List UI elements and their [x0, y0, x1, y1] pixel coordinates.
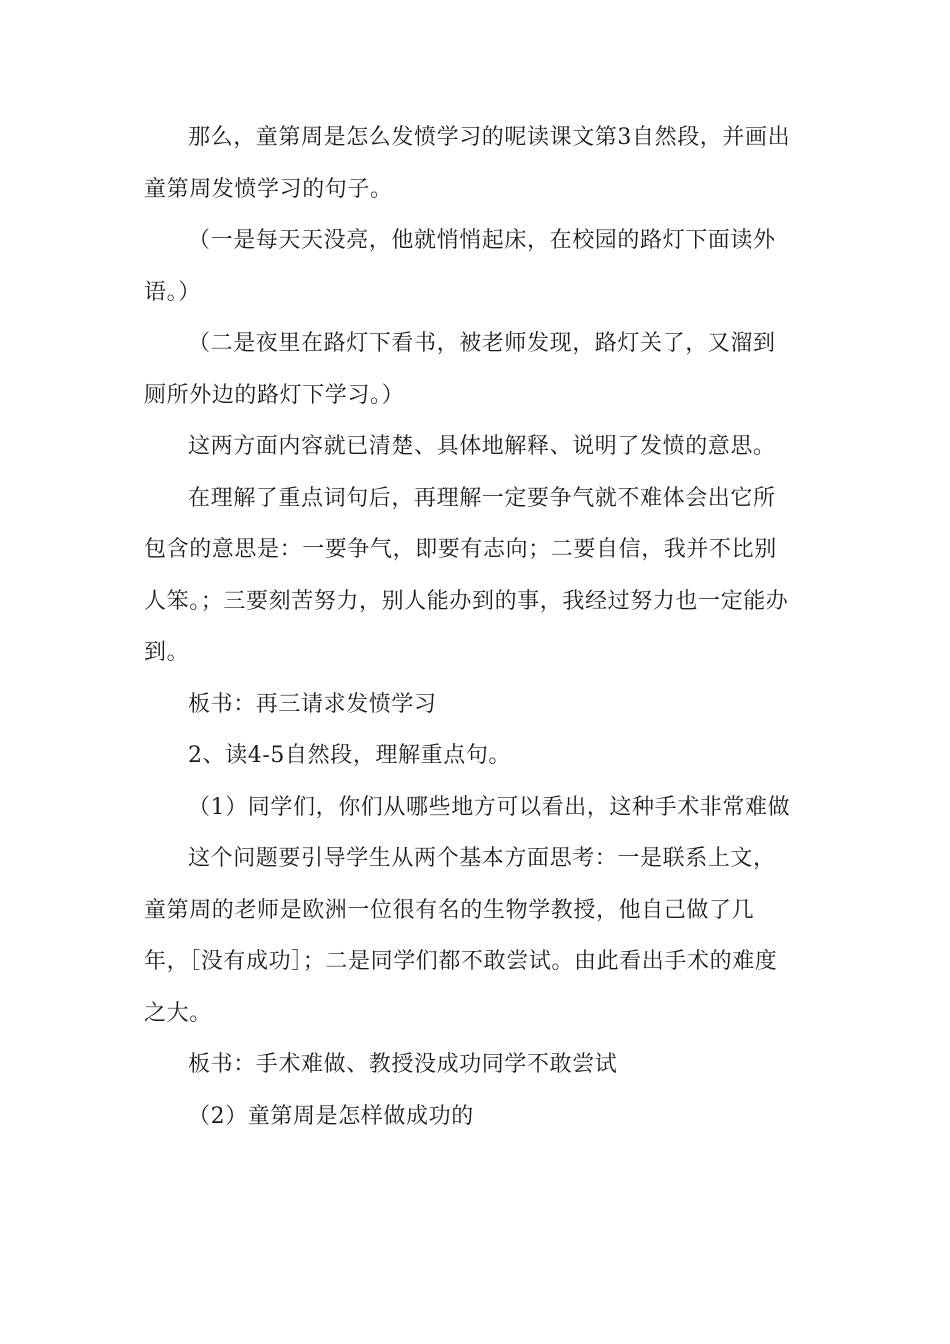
paragraph-guidance: 这个问题要引导学生从两个基本方面思考：一是联系上文，童第周的老师是欧洲一位很有名的生物学教授，他自己做了几年，［没有成功］；二是同学们都不敢尝试。由此看出手术的难度之大。: [144, 846, 778, 1026]
paragraph-question-1: （1）同学们，你们从哪些地方可以看出，这种手术非常难做: [188, 794, 791, 820]
paragraph-night-reading: （二是夜里在路灯下看书，被老师发现，路灯关了，又溜到厕所外边的路灯下学习。）: [144, 331, 776, 408]
paragraph-step-2: 2、读4-5自然段，理解重点句。: [188, 743, 512, 768]
paragraph-board-note-2: 板书：手术难做、教授没成功同学不敢尝试: [188, 1052, 618, 1077]
paragraph-study-question: 那么，童第周是怎么发愤学习的呢读课文第3自然段，并画出童第周发愤学习的句子。: [144, 125, 791, 202]
paragraph-explanation: 这两方面内容就已清楚、具体地解释、说明了发愤的意思。: [188, 434, 776, 459]
paragraph-morning-reading: （一是每天天没亮，他就悄悄起床，在校园的路灯下面读外语。）: [144, 228, 776, 305]
paragraph-board-note-1: 板书：再三请求发愤学习: [188, 691, 437, 717]
document-body: [144, 112, 794, 1142]
paragraph-question-2: （2）童第周是怎样做成功的: [188, 1103, 474, 1129]
paragraph-meaning: 在理解了重点词句后，再理解一定要争气就不难体会出它所包含的意思是：一要争气，即要有志向；二要自信，我并不比别人笨。；三要刻苦努力，别人能办到的事，我经过努力也一定能办到。: [144, 485, 789, 665]
